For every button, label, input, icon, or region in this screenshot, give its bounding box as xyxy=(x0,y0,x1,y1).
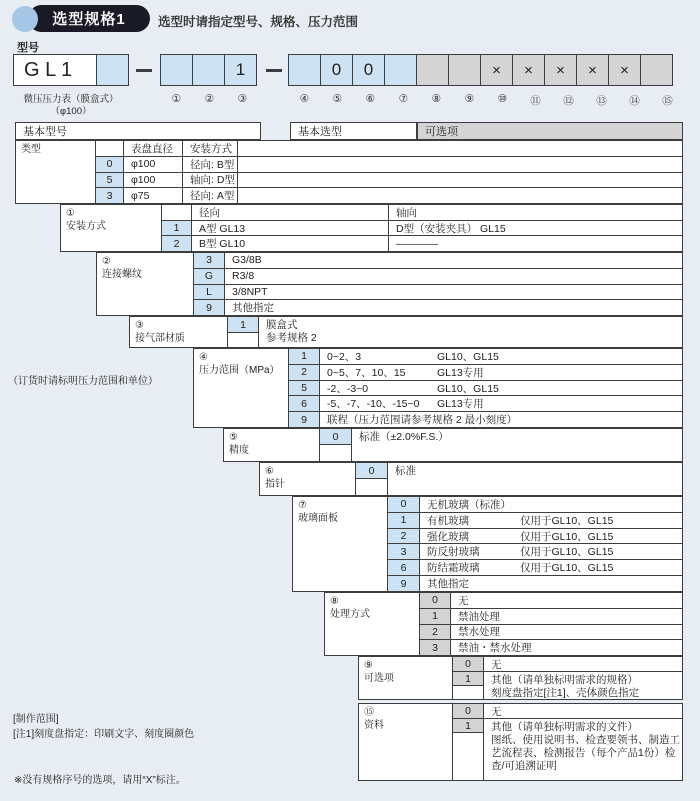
decorative-circle-icon xyxy=(12,6,38,32)
section-title: 精度 xyxy=(229,445,249,456)
model-cell xyxy=(288,54,321,86)
section-number: ⑧ xyxy=(330,596,339,607)
model-cell: 0 xyxy=(320,54,353,86)
table-row xyxy=(289,396,682,412)
content-cell: 3/8NPT xyxy=(232,285,268,298)
content-cell: 径向: A型 xyxy=(183,188,238,203)
model-cells-group2 xyxy=(288,54,673,86)
content-cell: 膜盒式 参考规格 2 xyxy=(266,319,317,344)
position-number: ⑨ xyxy=(464,93,475,105)
section-label xyxy=(130,317,228,347)
position-number: ⑤ xyxy=(332,93,343,105)
table-row xyxy=(388,560,682,576)
content-cell: 禁水处理 xyxy=(458,626,500,639)
table-row xyxy=(356,463,682,495)
content-cell: R3/8 xyxy=(232,270,255,283)
position-number: ② xyxy=(204,93,215,105)
code-cell: 3 xyxy=(388,544,420,559)
position-number: ① xyxy=(171,93,182,105)
model-cell xyxy=(640,54,673,86)
section-label xyxy=(97,253,194,315)
content-cell: 无 xyxy=(491,658,502,671)
code-cell: 2 xyxy=(289,365,320,380)
section-title: 安装方式 xyxy=(66,221,106,232)
section-documents xyxy=(358,703,683,781)
content-cell: 强化玻璃 xyxy=(427,530,469,543)
code-cell: 5 xyxy=(289,381,320,396)
code-cell: 5 xyxy=(96,173,124,188)
content-cell: 联程（压力范围请参考规格 2 最小刻度） xyxy=(327,414,518,427)
section-number: ⑦ xyxy=(298,500,307,511)
model-cell xyxy=(192,54,225,86)
content-cell: 其他指定 xyxy=(232,302,274,315)
section-label xyxy=(325,593,420,655)
section-label xyxy=(293,497,388,591)
table-row xyxy=(388,544,682,560)
code-cell: 0 xyxy=(453,657,484,671)
code-cell: 0 xyxy=(420,593,451,608)
section-label xyxy=(16,141,96,203)
table-row xyxy=(388,497,682,513)
model-caption-line1: 微压压力表（膜盒式） xyxy=(23,94,119,105)
content-cell: 其他指定 xyxy=(427,578,469,591)
section-pressure-range xyxy=(193,348,683,428)
model-cells-group1 xyxy=(160,54,257,86)
section-title: 资料 xyxy=(364,720,384,731)
section-pointer xyxy=(259,462,683,496)
code-cell: 6 xyxy=(388,560,420,575)
table-row xyxy=(453,657,682,672)
model-cell: × xyxy=(480,54,513,86)
table-row xyxy=(289,349,682,365)
section-title: 玻璃面板 xyxy=(298,513,338,524)
code-cell: 0 xyxy=(320,429,351,445)
basic-model-header: 基本型号 xyxy=(15,122,261,140)
table-row xyxy=(420,640,682,655)
content-cell: φ100 xyxy=(124,173,183,188)
table-row xyxy=(228,317,682,347)
model-caption xyxy=(6,94,136,117)
code-cell: 0 xyxy=(96,157,124,172)
content-cell: 轴向: D型 xyxy=(183,173,238,188)
content-cell: 无机玻璃（标准） xyxy=(427,498,511,511)
dial-note: [注1]刻度盘指定：印刷文字、刻度圈颜色 xyxy=(13,729,195,740)
content-cell: GL10、GL15 xyxy=(437,350,499,363)
table-row xyxy=(194,253,682,269)
section-number: ⑥ xyxy=(265,466,274,477)
content-cell: 仅用于GL10、GL15 xyxy=(520,530,614,543)
content-cell: 0~2、3 xyxy=(327,350,362,363)
table-row xyxy=(388,576,682,591)
section-title: 可选项 xyxy=(364,673,394,684)
content-cell: 径向 xyxy=(192,205,389,220)
section-title: 类型 xyxy=(21,144,41,155)
code-cell: 6 xyxy=(289,396,320,411)
section-title: 处理方式 xyxy=(330,609,370,620)
content-cell: φ75 xyxy=(124,188,183,203)
position-number: ⑥ xyxy=(365,93,376,105)
code-cell: 1 xyxy=(388,513,420,528)
section-label xyxy=(224,429,320,461)
content-cell: 标准 xyxy=(395,465,416,477)
content-cell: 防反射玻璃 xyxy=(427,546,480,559)
position-number: ⑬ xyxy=(596,95,607,107)
content-cell: 径向: B型 xyxy=(183,157,238,172)
code-cell: 3 xyxy=(420,640,451,655)
code-cell: 9 xyxy=(289,412,320,427)
position-number: ⑫ xyxy=(563,95,574,107)
content-cell: 防结霜玻璃 xyxy=(427,562,480,575)
section-number: ⑮ xyxy=(364,707,374,718)
section-title: 指针 xyxy=(265,479,285,490)
position-number: ③ xyxy=(237,93,248,105)
section-number: ⑨ xyxy=(364,660,373,671)
table-row xyxy=(96,188,682,203)
model-cell xyxy=(384,54,417,86)
table-row xyxy=(420,609,682,625)
position-number: ⑩ xyxy=(497,93,508,105)
content-cell: φ100 xyxy=(124,157,183,172)
model-cell: 0 xyxy=(352,54,385,86)
code-cell: 1 xyxy=(289,349,320,364)
table-row xyxy=(420,625,682,641)
content-cell: GL10、GL15 xyxy=(437,382,499,395)
code-cell: 9 xyxy=(194,300,225,315)
content-cell: A型 GL13 xyxy=(192,221,389,236)
section-accuracy xyxy=(223,428,683,462)
position-number: ⑮ xyxy=(662,95,673,107)
table-row xyxy=(162,221,682,237)
table-row xyxy=(194,285,682,301)
table-row xyxy=(96,173,682,189)
code-cell xyxy=(162,205,192,220)
content-cell: 仅用于GL10、GL15 xyxy=(520,514,614,527)
code-cell: 1 xyxy=(453,672,483,686)
table-row xyxy=(453,719,682,780)
code-cell: 2 xyxy=(162,236,192,251)
code-cell: 1 xyxy=(228,317,258,333)
content-cell: 安装方式 xyxy=(183,141,238,156)
content-cell: D型（安装夹具） GL15 xyxy=(396,222,506,235)
section-badge xyxy=(28,5,150,32)
content-cell: 轴向 xyxy=(396,206,417,219)
production-range-note: [制作范围] xyxy=(13,714,59,725)
section-label xyxy=(194,349,289,427)
section-glass-panel xyxy=(292,496,683,592)
content-cell: 仅用于GL10、GL15 xyxy=(520,546,614,559)
x-mark-note: ※没有规格序号的选项，请用“X”标注。 xyxy=(14,775,186,786)
order-note: （订货时请标明压力范围和单位） xyxy=(8,376,158,387)
code-cell: 3 xyxy=(96,188,124,203)
code-cell: 9 xyxy=(388,576,420,591)
code-cell: 2 xyxy=(388,529,420,544)
code-cell: 0 xyxy=(388,497,420,512)
code-cell: 0 xyxy=(356,463,387,479)
model-cell: 1 xyxy=(224,54,257,86)
table-row xyxy=(388,513,682,529)
table-row xyxy=(289,412,682,427)
content-cell: 0~5、7、10、15 xyxy=(327,366,406,379)
table-row xyxy=(320,429,682,461)
content-cell: 仅用于GL10、GL15 xyxy=(520,562,614,575)
content-cell: GL13专用 xyxy=(437,398,484,411)
content-cell: 无 xyxy=(458,594,469,607)
badge-label: 选型规格1 xyxy=(52,11,126,28)
model-cell: × xyxy=(512,54,545,86)
position-numbers-group2 xyxy=(288,93,684,108)
position-number: ⑧ xyxy=(431,93,442,105)
table-row xyxy=(96,141,682,157)
section-number: ④ xyxy=(199,352,208,363)
table-row xyxy=(420,593,682,609)
position-number: ⑪ xyxy=(530,95,541,107)
content-cell: B型 GL10 xyxy=(192,236,389,251)
model-cell xyxy=(160,54,193,86)
section-material xyxy=(129,316,683,348)
table-row xyxy=(194,300,682,315)
dash-separator xyxy=(136,69,152,72)
section-label xyxy=(61,205,162,251)
table-row xyxy=(194,269,682,285)
section-label xyxy=(359,704,453,780)
section-type xyxy=(15,140,683,204)
page-subtitle: 选型时请指定型号、规格、压力范围 xyxy=(158,15,359,29)
section-title: 接气部材质 xyxy=(135,333,185,344)
table-row xyxy=(453,704,682,719)
section-label xyxy=(260,463,356,495)
section-options xyxy=(358,656,683,700)
content-cell: 标准（±2.0%F.S.） xyxy=(359,431,449,443)
model-label: 型号 xyxy=(17,42,39,54)
model-cell xyxy=(448,54,481,86)
table-row xyxy=(388,529,682,545)
section-number: ⑤ xyxy=(229,432,238,443)
content-cell: 其他（请单独标明需求的文件） 图纸、使用说明书、检查要领书、制造工艺流程表、检测报告（每个产品1份）检查/可追溯证明 xyxy=(491,721,680,772)
section-number: ③ xyxy=(135,320,144,331)
code-cell: 3 xyxy=(194,253,225,268)
content-cell: 禁油・禁水处理 xyxy=(458,642,532,655)
code-cell: 0 xyxy=(453,704,484,718)
position-number: ⑦ xyxy=(398,93,409,105)
section-label xyxy=(359,657,453,699)
section-title: 压力范围（MPa） xyxy=(199,365,280,376)
code-cell: 1 xyxy=(453,719,483,733)
model-prefix: G L 1 xyxy=(13,54,98,86)
section-treatment xyxy=(324,592,683,656)
position-numbers-group1 xyxy=(160,93,259,105)
dash-separator xyxy=(266,69,282,72)
code-cell: 2 xyxy=(420,625,451,640)
content-cell xyxy=(513,497,682,512)
content-cell: 有机玻璃 xyxy=(427,514,469,527)
code-cell: L xyxy=(194,285,225,300)
content-cell: -5、-7、-10、-15~0 xyxy=(327,398,420,411)
content-cell: 其他（请单独标明需求的规格） 刻度盘指定[注1]、壳体颜色指定 xyxy=(491,674,640,699)
code-cell: 1 xyxy=(420,609,451,624)
basic-select-header: 基本选型 xyxy=(290,122,417,140)
content-cell: -2、-3~0 xyxy=(327,382,369,395)
model-cell xyxy=(416,54,449,86)
table-row xyxy=(162,205,682,221)
section-number: ② xyxy=(102,256,111,267)
code-cell: 1 xyxy=(162,221,192,236)
options-header: 可选项 xyxy=(417,122,683,140)
code-cell xyxy=(96,141,124,156)
section-title: 连接螺纹 xyxy=(102,269,142,280)
table-row xyxy=(162,236,682,251)
position-number: ④ xyxy=(299,93,310,105)
content-cell: ———— xyxy=(396,237,438,250)
model-cell: × xyxy=(544,54,577,86)
section-thread xyxy=(96,252,683,316)
content-cell: GL13专用 xyxy=(437,366,484,379)
table-row xyxy=(453,672,682,699)
code-cell: G xyxy=(194,269,225,284)
model-cell-type xyxy=(96,54,129,86)
model-cell: × xyxy=(576,54,609,86)
content-cell: 无 xyxy=(491,705,502,718)
table-row xyxy=(289,381,682,397)
position-number: ⑭ xyxy=(629,95,640,107)
section-number: ① xyxy=(66,208,75,219)
model-caption-line2: （φ100） xyxy=(50,105,92,117)
table-row xyxy=(96,157,682,173)
content-cell: 禁油处理 xyxy=(458,610,500,623)
section-mounting xyxy=(60,204,683,252)
content-cell: G3/8B xyxy=(232,254,262,267)
content-cell: 表盘直径 xyxy=(124,141,183,156)
model-cell: × xyxy=(608,54,641,86)
table-row xyxy=(289,365,682,381)
